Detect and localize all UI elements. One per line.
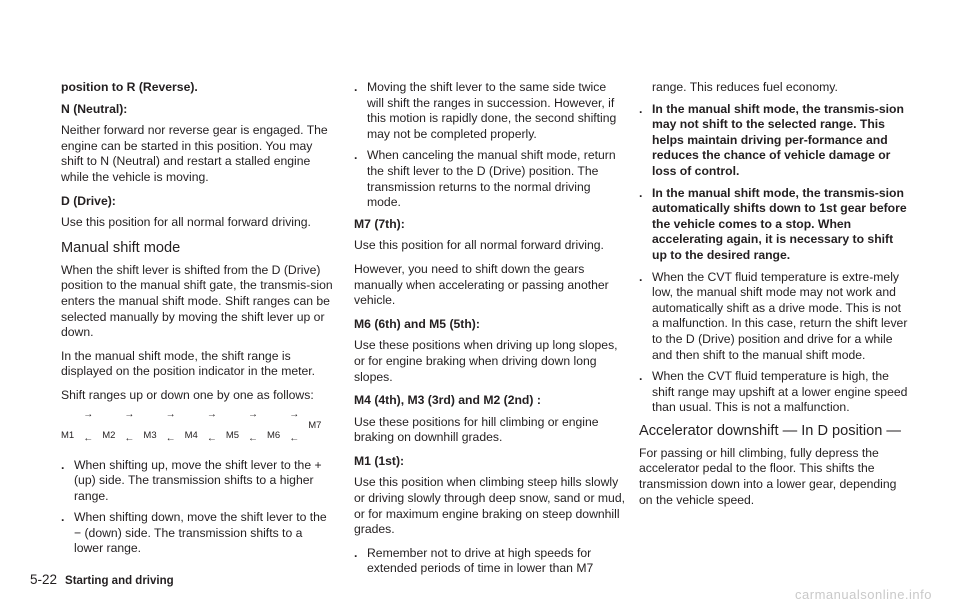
arrow-right-icon: → <box>165 408 176 420</box>
arrow-left-icon: ← <box>83 432 94 444</box>
arrow-left-icon: ← <box>124 432 135 444</box>
gear-m5: M5 <box>225 429 240 441</box>
bullet-same-side <box>354 80 626 142</box>
bullet-mark: . <box>639 369 643 384</box>
bullet-shift-up <box>61 458 333 505</box>
gear-m2: M2 <box>102 429 116 441</box>
manual-paragraph-2: In the manual shift mode, the shift range is displayed on the position indicator in the meter. <box>61 348 316 379</box>
gear-m1: M1 <box>61 429 75 441</box>
bullet-auto-downshift <box>639 186 911 264</box>
bullet-mark: . <box>61 510 65 525</box>
bullet-same-side-text: Moving the shift lever to the same side twice will shift the ranges in succession. However, if this motion is rapidly done, the second shifting may not be completed properly. <box>367 80 617 141</box>
m1-heading: M1 (1st): <box>354 453 405 468</box>
gear-arrow-pair <box>207 410 217 452</box>
arrow-right-icon: → <box>124 408 135 420</box>
gear-arrow-pair <box>83 410 93 452</box>
arrow-left-icon: ← <box>206 432 217 444</box>
drive-heading: D (Drive): <box>61 193 116 208</box>
bullet-mark: . <box>354 80 358 94</box>
arrow-right-icon: → <box>289 408 300 420</box>
accelerator-downshift-text: For passing or hill climbing, fully depress the accelerator pedal to the floor. This shifts the transmission down into a lower gear, depending on the vehicle speed. <box>639 445 897 507</box>
m1-text: Use this position when climbing steep hills slowly or driving slowly through deep snow, sand or mud, or for maximum engine braking on steep downhill grades. <box>354 475 625 537</box>
arrow-left-icon: ← <box>289 432 300 444</box>
m4-m2-text: Use these positions for hill climbing or engine braking on downhill grades. <box>354 414 599 445</box>
bullet-auto-downshift-text: In the manual shift mode, the transmis-sion automatically shifts down to 1st gear before the vehicle comes to a stop. When accelerating again, it is necessary to shift up to the desired range. <box>652 185 907 262</box>
accelerator-downshift-heading: Accelerator downshift — In D position — <box>639 422 901 439</box>
bullet-mark: . <box>639 269 643 284</box>
bullet-cvt-low-temp-text: When the CVT fluid temperature is extre-mely low, the manual shift mode may not work and automatically shift as a drive mode. This is not a malfunction. In this case, return the shift lever to the D (Drive) position and drive for a while and then shift to the manual shift mode. <box>652 269 908 362</box>
bullet-mark: . <box>639 101 643 116</box>
manual-paragraph-1: When the shift lever is shifted from the D (Drive) position to the manual shift gate, the transmis-sion enters the manual shift mode. Shift ranges can be selected manually by moving the shift lever up or down. <box>61 262 333 340</box>
m7-text-2: However, you need to shift down the gears manually when accelerating or passing another vehicle. <box>354 261 609 308</box>
gear-arrow-pair <box>124 410 134 452</box>
bullet-cancel-text: When canceling the manual shift mode, return the shift lever to the D (Drive) position. The transmission returns to the normal driving mode. <box>367 148 616 210</box>
gear-m4: M4 <box>184 429 198 441</box>
bullet-cvt-high-temp-text: When the CVT fluid temperature is high, the shift range may upshift at a lower engine speed than usual. This is not a malfunction. <box>652 369 908 415</box>
manual-paragraph-3: Shift ranges up or down one by one as follows: <box>61 387 314 402</box>
bullet-high-speed-text: Remember not to drive at high speeds for extended periods of time in lower than M7 <box>367 545 594 576</box>
gear-sequence <box>61 408 333 452</box>
gear-arrow-pair <box>248 410 258 452</box>
bullet-high-speed <box>354 546 626 577</box>
bullet-cvt-high-temp <box>639 369 911 416</box>
bullet-shift-down-text: When shifting down, move the shift lever to the − (down) side. The transmission shifts to a lower range. <box>74 510 327 556</box>
m6-m5-heading: M6 (6th) and M5 (5th): <box>354 316 480 331</box>
continuation-text: position to R (Reverse). <box>61 80 198 94</box>
neutral-heading: N (Neutral): <box>61 101 128 116</box>
bullet-cvt-low-temp <box>639 270 911 364</box>
bullet-mark: . <box>61 457 65 472</box>
arrow-right-icon: → <box>206 408 217 420</box>
gear-arrow-pair <box>166 410 176 452</box>
arrow-left-icon: ← <box>165 432 176 444</box>
arrow-left-icon: ← <box>248 432 259 444</box>
column-middle <box>354 80 626 583</box>
column-left <box>61 80 333 563</box>
m7-text: Use this position for all normal forward driving. <box>354 238 604 253</box>
m6-m5-text: Use these positions when driving up long slopes, or for engine braking when driving down long slopes. <box>354 338 618 384</box>
section-title: Starting and driving <box>65 575 174 587</box>
manual-shift-heading: Manual shift mode <box>61 239 181 256</box>
bullet-mark: . <box>639 185 643 200</box>
page-footer <box>30 572 174 587</box>
bullet-cancel <box>354 148 626 210</box>
neutral-text: Neither forward nor reverse gear is engaged. The engine can be started in this position. You may shift to N (Neutral) and restart a stalled engine while the vehicle is moving. <box>61 123 328 184</box>
column-right <box>639 80 911 516</box>
arrow-right-icon: → <box>248 408 259 420</box>
bullet-mark: . <box>354 148 358 163</box>
drive-text: Use this position for all normal forward driving. <box>61 215 311 230</box>
m7-heading: M7 (7th): <box>354 216 405 231</box>
gear-m3: M3 <box>143 429 157 441</box>
bullet-mark: . <box>354 545 358 560</box>
continuation-text: range. This reduces fuel economy. <box>652 80 838 94</box>
watermark: carmanualsonline.info <box>795 587 932 602</box>
bullet-shift-down <box>61 510 333 557</box>
arrow-right-icon: → <box>83 408 94 420</box>
gear-m6: M6 <box>267 429 281 441</box>
gear-m7: M7 <box>308 419 322 431</box>
m4-m2-heading: M4 (4th), M3 (3rd) and M2 (2nd) : <box>354 393 541 408</box>
bullet-may-not-shift <box>639 102 911 180</box>
bullet-may-not-shift-text: In the manual shift mode, the transmis-sion may not shift to the selected range. This helps maintain driving per-formance and reduces the chance of vehicle damage or loss of control. <box>652 101 904 178</box>
page-number: 5-22 <box>30 572 58 587</box>
gear-arrow-pair <box>289 410 299 452</box>
bullet-shift-up-text: When shifting up, move the shift lever to the + (up) side. The transmission shifts to a higher range. <box>74 457 322 503</box>
